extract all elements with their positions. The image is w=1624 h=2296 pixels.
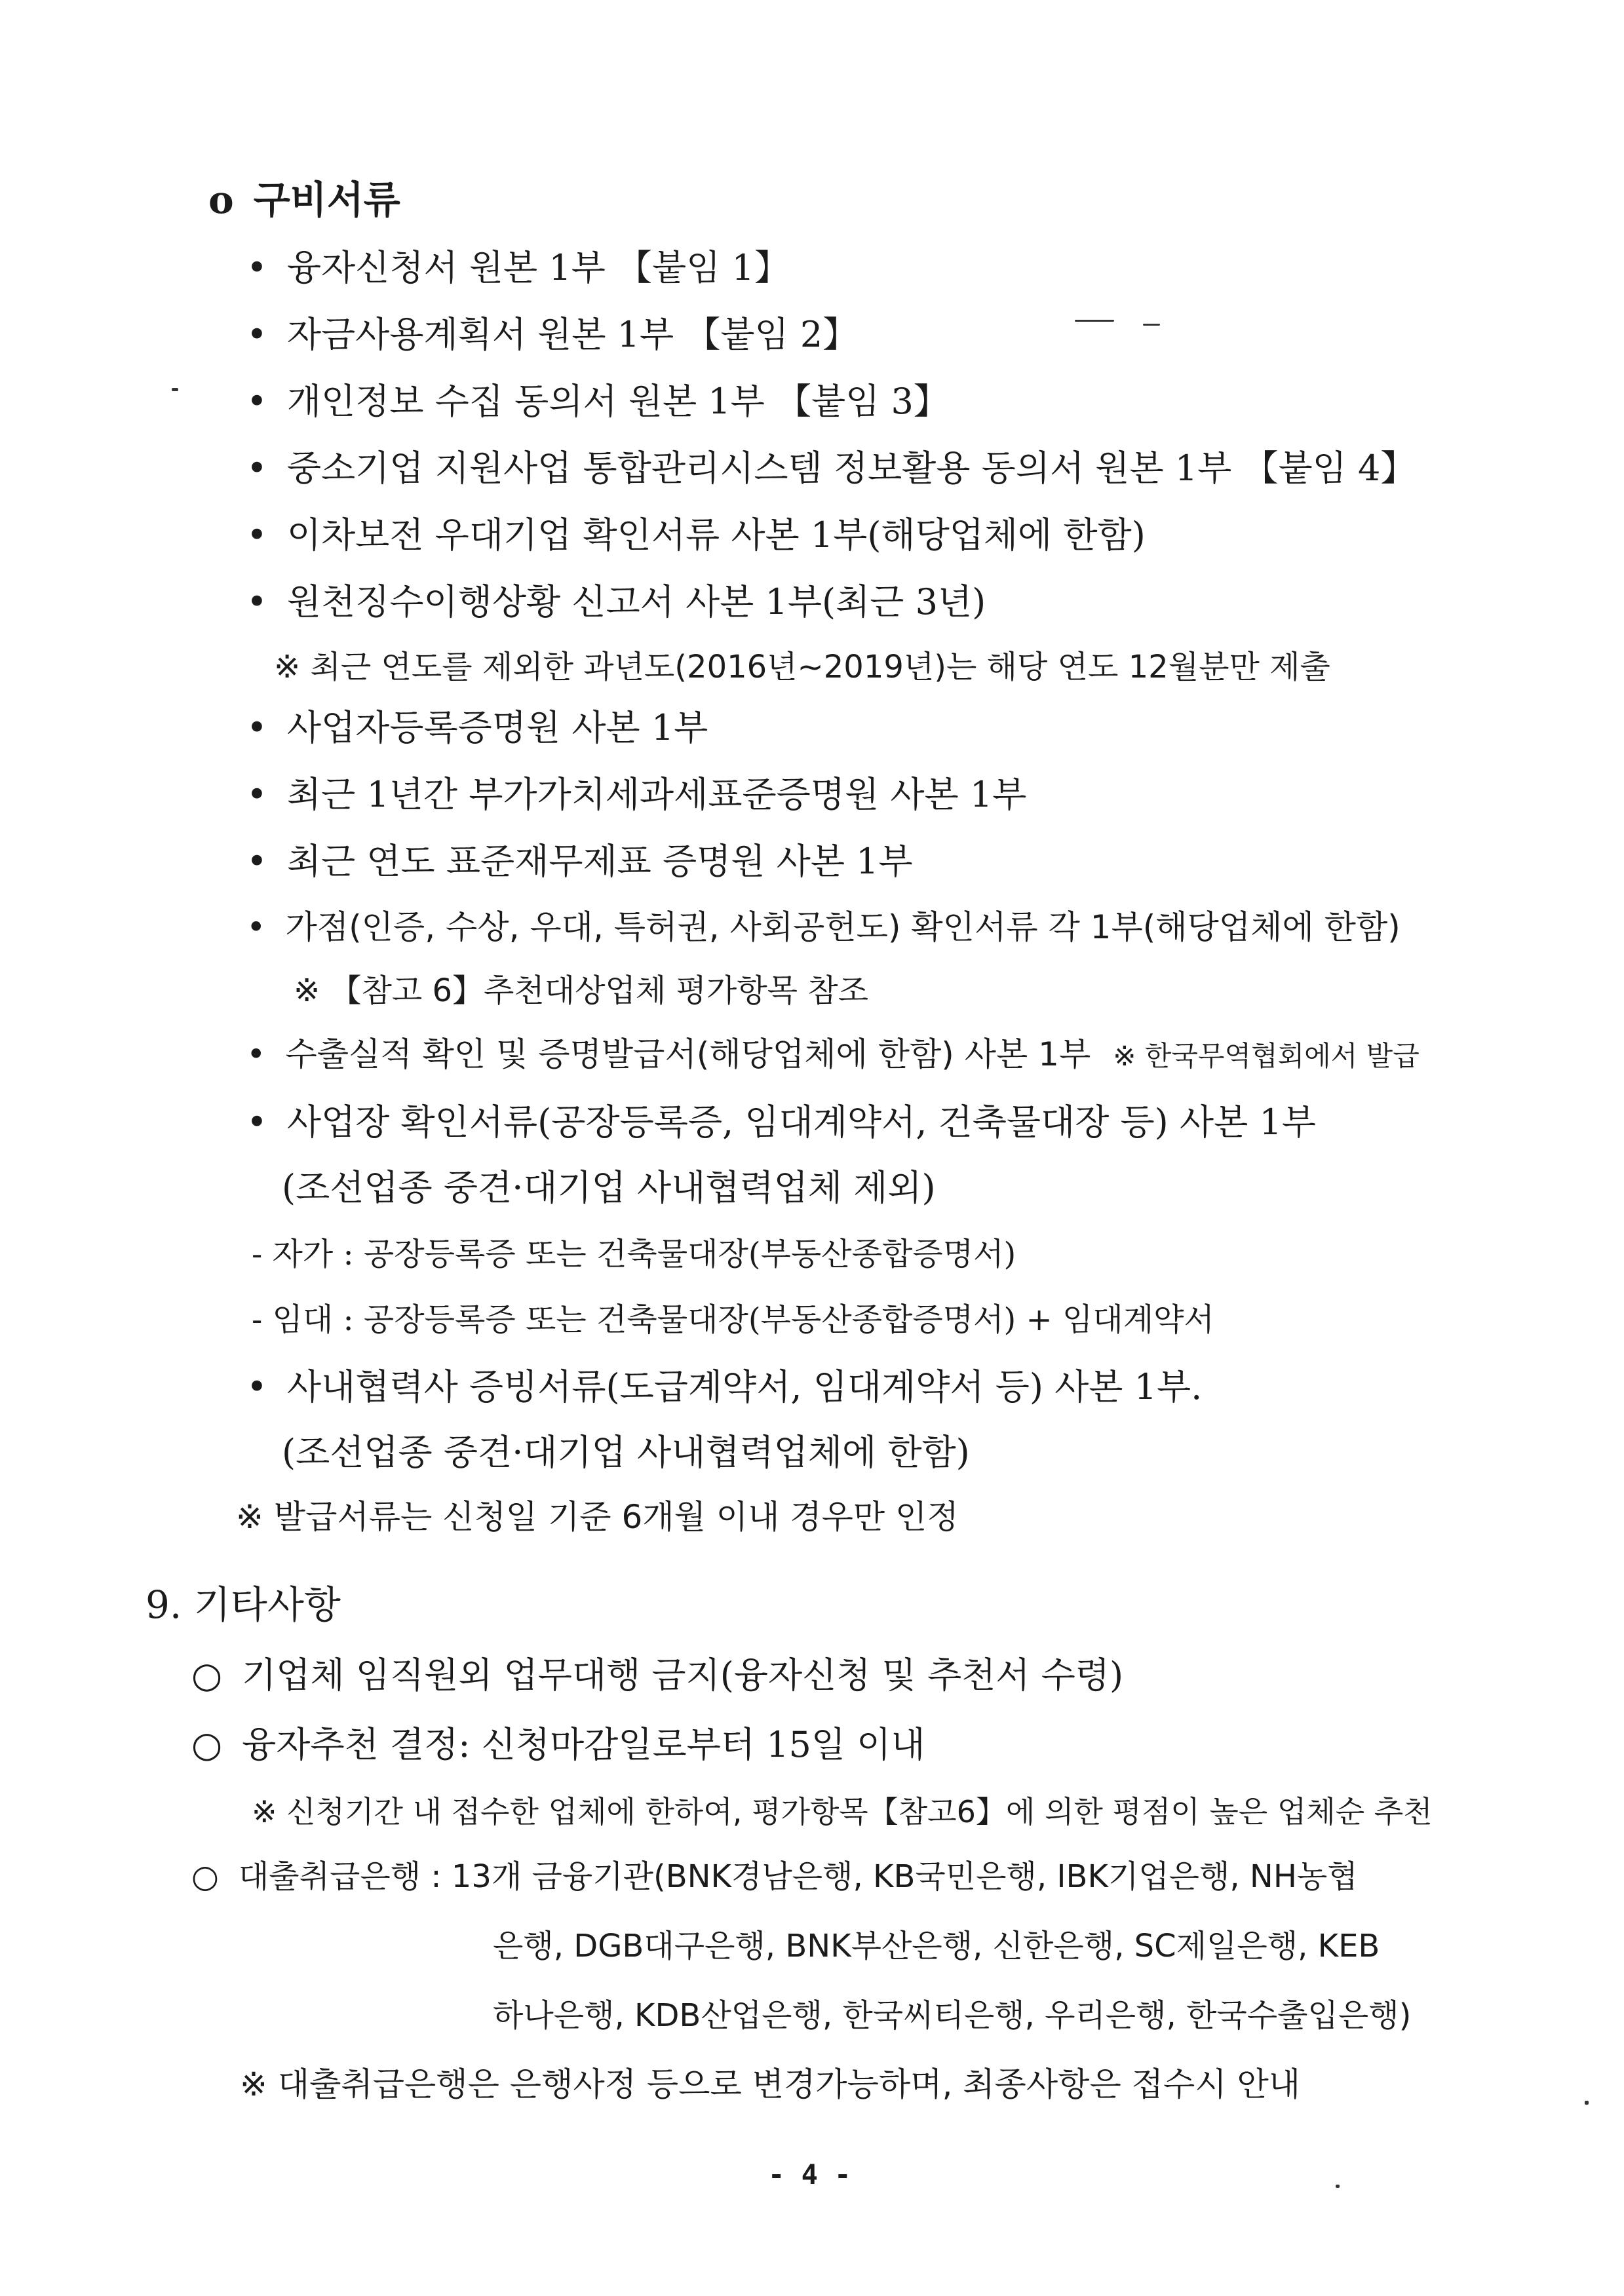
circle-bullet-icon: ○ xyxy=(191,1724,223,1765)
list-item xyxy=(246,774,1027,815)
bullet-icon: • xyxy=(246,1366,267,1407)
item-text: 이차보전 우대기업 확인서류 사본 1부(해당업체에 한함) xyxy=(286,514,1146,556)
item-note: ※ 대출취급은행은 은행사정 등으로 변경가능하며, 최종사항은 접수시 안내 xyxy=(240,2065,1301,2103)
section9-item xyxy=(191,1724,925,1765)
item-text: 융자추천 결정: 신청마감일로부터 15일 이내 xyxy=(242,1724,925,1765)
bullet-icon: • xyxy=(246,1101,267,1143)
item-subtext: (조선업종 중견·대기업 사내협력업체 제외) xyxy=(282,1167,936,1208)
item-text: 사업장 확인서류(공장등록증, 임대계약서, 건축물대장 등) 사본 1부 xyxy=(286,1101,1316,1143)
scan-speck xyxy=(1585,2101,1589,2105)
scan-speck xyxy=(172,388,178,391)
bullet-icon: • xyxy=(246,707,267,748)
circle-bullet-icon: ○ xyxy=(191,1858,219,1895)
section9-item xyxy=(191,1655,1124,1696)
bullet-icon: • xyxy=(246,381,267,422)
list-item xyxy=(246,1035,1420,1073)
item-text: 대출취급은행 : 13개 금융기관(BNK경남은행, KB국민은행, IBK기업은행, NH농협 xyxy=(238,1858,1358,1895)
item-text: 수출실적 확인 및 증명발급서(해당업체에 한함) 사본 1부 xyxy=(285,1035,1091,1073)
circle-bullet-icon: ○ xyxy=(191,1655,223,1696)
item-text: 기업체 임직원외 업무대행 금지(융자신청 및 추천서 수령) xyxy=(242,1655,1124,1696)
section9-item xyxy=(191,1858,1358,1895)
item-inline-note: ※ 한국무역협회에서 발급 xyxy=(1113,1040,1420,1072)
section-heading-docs xyxy=(208,178,400,222)
item-note: ※ 신청기간 내 접수한 업체에 한하여, 평가항목【참고6】에 의한 평점이 높은 업체순 추천 xyxy=(252,1794,1433,1829)
item-text: 원천징수이행상황 신고서 사본 1부(최근 3년) xyxy=(286,581,986,622)
item-text: 융자신청서 원본 1부 【붙임 1】 xyxy=(286,247,790,288)
heading-title: 구비서류 xyxy=(253,178,400,222)
list-item xyxy=(246,1366,1203,1407)
item-note: ※ 【참고 6】추천대상업체 평가항목 참조 xyxy=(294,972,868,1009)
bullet-icon: • xyxy=(246,841,267,882)
item-text: 최근 1년간 부가가치세과세표준증명원 사본 1부 xyxy=(286,774,1027,815)
list-item xyxy=(246,581,986,622)
scan-speck xyxy=(1143,324,1160,326)
scan-speck xyxy=(1075,320,1114,322)
bullet-icon: • xyxy=(246,314,267,355)
item-subpoint: - 자가 : 공장등록증 또는 건축물대장(부동산종합증명서) xyxy=(252,1236,1016,1272)
docs-note: ※ 발급서류는 신청일 기준 6개월 이내 경우만 인정 xyxy=(236,1498,959,1536)
item-subpoint: - 임대 : 공장등록증 또는 건축물대장(부동산종합증명서) + 임대계약서 xyxy=(252,1301,1214,1338)
item-continuation: 은행, DGB대구은행, BNK부산은행, 신한은행, SC제일은행, KEB xyxy=(493,1928,1380,1964)
item-text: 가점(인증, 수상, 우대, 특허권, 사회공헌도) 확인서류 각 1부(해당업체에 한함) xyxy=(285,908,1401,946)
item-text: 사업자등록증명원 사본 1부 xyxy=(286,707,708,748)
bullet-icon: • xyxy=(246,247,267,288)
item-continuation: 하나은행, KDB산업은행, 한국씨티은행, 우리은행, 한국수출입은행) xyxy=(493,1997,1412,2034)
bullet-icon: • xyxy=(246,514,267,556)
scan-speck xyxy=(1336,2185,1340,2188)
item-note: ※ 최근 연도를 제외한 과년도(2016년~2019년)는 해당 연도 12월분만 제출 xyxy=(274,649,1330,685)
item-text: 개인정보 수집 동의서 원본 1부 【붙임 3】 xyxy=(286,381,949,422)
heading-bullet: o xyxy=(208,178,234,222)
item-text: 사내협력사 증빙서류(도급계약서, 임대계약서 등) 사본 1부. xyxy=(286,1366,1203,1407)
section-heading-9: 9. 기타사항 xyxy=(145,1582,341,1627)
bullet-icon: • xyxy=(246,774,267,815)
item-text: 자금사용계획서 원본 1부 【붙임 2】 xyxy=(286,314,859,355)
bullet-icon: • xyxy=(246,908,266,946)
item-text: 중소기업 지원사업 통합관리시스템 정보활용 동의서 원본 1부 【붙임 4】 xyxy=(286,448,1416,489)
list-item xyxy=(246,448,1416,489)
list-item xyxy=(246,314,859,355)
list-item xyxy=(246,707,708,748)
list-item xyxy=(246,247,790,288)
item-subtext: (조선업종 중견·대기업 사내협력업체에 한함) xyxy=(282,1432,970,1473)
list-item xyxy=(246,908,1401,946)
bullet-icon: • xyxy=(246,448,267,489)
page-number: - 4 - xyxy=(768,2158,851,2191)
list-item xyxy=(246,1101,1316,1143)
bullet-icon: • xyxy=(246,1035,266,1073)
bullet-icon: • xyxy=(246,581,267,622)
list-item xyxy=(246,841,913,882)
item-text: 최근 연도 표준재무제표 증명원 사본 1부 xyxy=(286,841,913,882)
list-item xyxy=(246,514,1146,556)
list-item xyxy=(246,381,949,422)
